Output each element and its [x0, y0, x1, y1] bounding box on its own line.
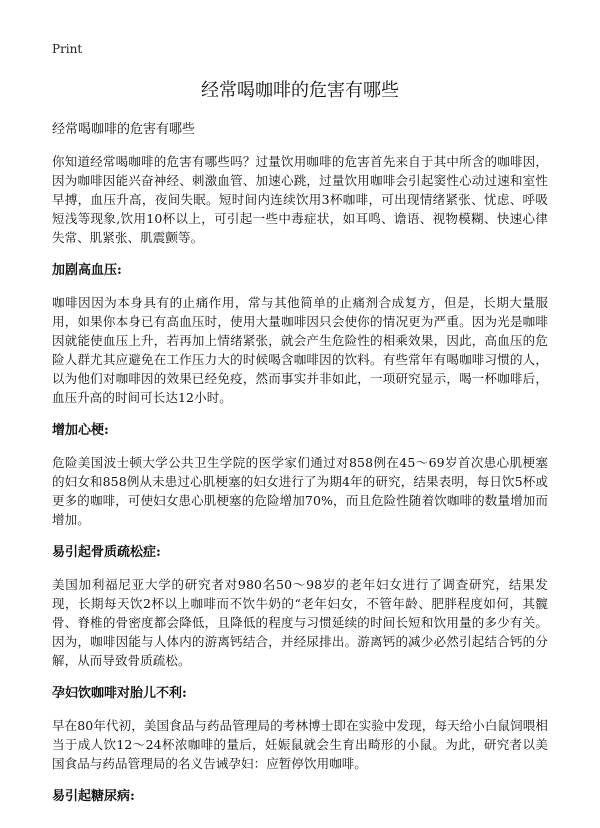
page-title: 经常喝咖啡的危害有哪些 — [201, 80, 399, 101]
section-heading: 加剧高血压: — [52, 263, 122, 278]
section-pregnancy — [52, 684, 548, 773]
section-heart-attack — [52, 421, 548, 529]
article-content — [52, 120, 548, 819]
section-heading: 孕妇饮咖啡对胎儿不利: — [52, 686, 187, 701]
article-subtitle: 经常喝咖啡的危害有哪些 — [52, 122, 196, 137]
section-paragraph: 危险美国波士顿大学公共卫生学院的医学家们通过对858例在45～69岁首次患心肌梗塞的妇女和858例从未患过心肌梗塞的妇女进行了为期4年的研究，结果表明，每日饮5杯或更多的咖啡，可使妇女患心肌梗塞的危险增加70%，而且危险性随着饮咖啡的数量增加而增加。 — [52, 455, 548, 527]
section-diabetes — [52, 787, 548, 807]
section-heading: 增加心梗: — [52, 423, 109, 438]
section-heading: 易引起骨质疏松症: — [52, 545, 161, 560]
section-paragraph: 美国加利福尼亚大学的研究者对980名50～98岁的老年妇女进行了调查研究，结果发现，长期每天饮2杯以上咖啡而不饮牛奶的“老年妇女，不管年龄、肥胖程度如何，其髋骨、脊椎的骨密度都会降低，且降低的程度与习惯延续的时间长短和饮用量的多少有关。因为，咖啡因能与人体内的游离钙结合，并经尿排出。游离钙的减少必然引起结合钙的分解，从而导致骨质疏松。 — [52, 577, 548, 668]
intro-paragraph: 你知道经常喝咖啡的危害有哪些吗？过量饮用咖啡的危害首先来自于其中所含的咖啡因，因为咖啡因能兴奋神经、刺激血管、加速心跳，过量饮用咖啡会引起窦性心动过速和室性早搏，血压升高，夜间失眠。短时间内连续饮用3杯咖啡，可出现情绪紧张、忧虑、呼吸短浅等现象,饮用10杯以上，可引起一些中毒症状，如耳鸣、谵语、视物模糊、快速心律失常、肌紧张、肌震颤等。 — [52, 154, 548, 245]
print-link[interactable]: Print — [52, 42, 83, 56]
article-sections — [52, 261, 548, 807]
section-paragraph: 咖啡因因为本身具有的止痛作用，常与其他简单的止痛剂合成复方，但是，长期大量服用，如果你本身已有高血压时，使用大量咖啡因只会使你的情况更为严重。因为光是咖啡因就能使血压上升，若再加上情绪紧张，就会产生危险性的相乘效果，因此，高血压的危险人群尤其应避免在工作压力大的时候喝含咖啡因的饮料。有些常年有喝咖啡习惯的人，以为他们对咖啡因的效果已经免疫，然而事实并非如此，一项研究显示，喝一杯咖啡后，血压升高的时间可长达12小时。 — [52, 295, 548, 405]
section-heading: 易引起糖尿病: — [52, 789, 135, 804]
section-paragraph: 早在80年代初，美国食品与药品管理局的考林博士即在实验中发现，每天给小白鼠饲喂相当于成人饮12～24杯浓咖啡的量后，妊娠鼠就会生育出畸形的小鼠。为此，研究者以美国食品与药品管理局的名义告诫孕妇：应暂停饮用咖啡。 — [52, 718, 548, 771]
section-osteoporosis — [52, 543, 548, 670]
section-hypertension — [52, 261, 548, 407]
